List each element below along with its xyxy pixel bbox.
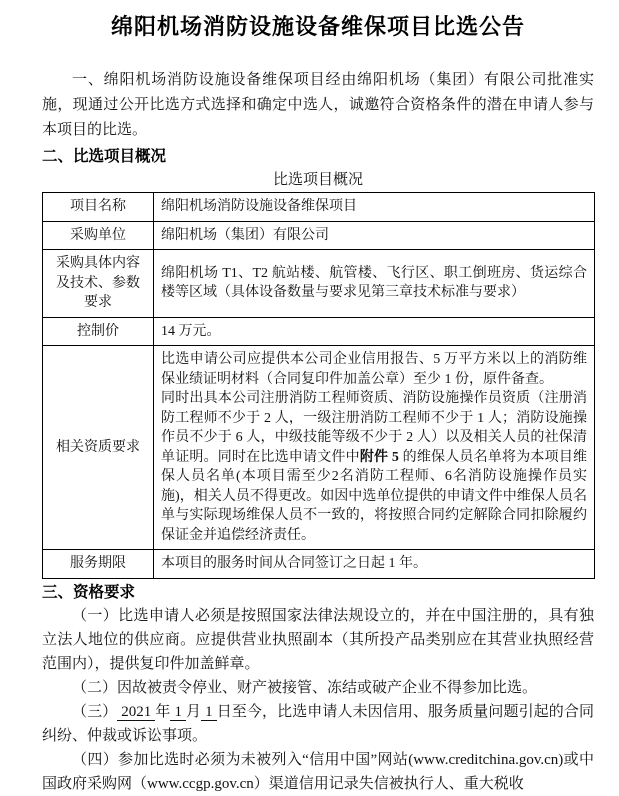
table-row-purchaser — [43, 221, 595, 250]
row-label-scope: 采购具体内容及技术、参数要求 — [43, 250, 154, 318]
table-caption: 比选项目概况 — [272, 172, 363, 188]
document-title: 绵阳机场消防设施设备维保项目比选公告 — [110, 14, 525, 39]
section3-heading: 三、资格要求 — [42, 583, 136, 601]
item3-month-underlined: 1 — [170, 704, 186, 721]
requirement-item-3 — [42, 700, 594, 748]
qualification-text-after-attachment: 的维保人员名单将为本项目维保人员名单(本项目需至少2名消防工程师、6名消防设施操作员实施)，相关人员不得更改。如因中选单位提供的申请文件中维保人员名单与实际现场维保人员不一致的，将按照合同约定解除合同扣除履约保证金并追偿经济责任。 — [161, 449, 588, 543]
row-value-purchaser: 绵阳机场（集团）有限公司 — [154, 221, 595, 250]
row-label-purchaser: 采购单位 — [43, 221, 154, 250]
row-value-service-period: 本项目的服务时间从合同签订之日起 1 年。 — [154, 550, 595, 579]
section3 — [42, 581, 594, 796]
item3-day-underlined: 1 — [201, 704, 217, 721]
qualification-paragraph-2 — [161, 389, 587, 545]
requirement-item-4: （四）参加比选时必须为未被列入“信用中国”网站(www.creditchina.gov.cn)或中国政府采购网（www.ccgp.gov.cn）渠道信用记录失信被执行人、重大税收 — [42, 751, 594, 792]
table-row-qualification — [43, 346, 595, 550]
row-value-control-price: 14 万元。 — [154, 317, 595, 346]
overview-table — [42, 192, 595, 579]
row-value-scope: 绵阳机场 T1、T2 航站楼、航管楼、飞行区、职工倒班房、货运综合楼等区域（具体设备数量与要求见第三章技术标准与要求） — [154, 250, 595, 318]
table-row-project-name — [43, 193, 595, 222]
requirement-item-1: （一）比选申请人必须是按照国家法律法规设立的，并在中国注册的，具有独立法人地位的供应商。应提供营业执照副本（其所投产品类别应在其营业执照经营范围内），提供复印件加盖鲜章。 — [42, 607, 594, 672]
row-value-project-name: 绵阳机场消防设施设备维保项目 — [154, 193, 595, 222]
row-label-project-name: 项目名称 — [43, 193, 154, 222]
intro-paragraph: 一、绵阳机场消防设施设备维保项目经由绵阳机场（集团）有限公司批准实施，现通过公开比选方式选择和确定中选人，诚邀符合资格条件的潜在申请人参与本项目的比选。 — [42, 72, 594, 138]
item3-prefix: （三） — [72, 703, 118, 720]
row-label-service-period: 服务期限 — [43, 550, 154, 579]
row-value-qualification — [154, 346, 595, 550]
item3-year-underlined: 2021 — [117, 704, 155, 721]
item3-rest: 日至今，比选申请人未因信用、服务质量问题引起的合同纠纷、仲裁或诉讼事项。 — [42, 703, 594, 744]
table-row-scope — [43, 250, 595, 318]
table-row-service-period — [43, 550, 595, 579]
qualification-text-before-attachment: 同时出具本公司注册消防工程师资质、消防设施操作员资质（注册消防工程师不少于 2 人，一级注册消防工程师不少于 1 人；消防设施操作员不少于 6 人，中级技能等级不少于 2 人）以及相关人员的社保清单证明。同时在比选申请文件中 — [161, 391, 587, 465]
row-label-qualification: 相关资质要求 — [43, 346, 154, 550]
attachment-5-reference: 附件 5 — [359, 449, 399, 465]
table-row-control-price — [43, 317, 595, 346]
item3-year-unit: 年 — [155, 703, 171, 720]
qualification-paragraph-1: 比选申请公司应提供本公司企业信用报告、5 万平方米以上的消防维保业绩证明材料（合同复印件加盖公章）至少 1 份，原件备查。 — [161, 352, 587, 387]
requirement-item-2: （二）因故被责令停业、财产被接管、冻结或破产企业不得参加比选。 — [72, 679, 538, 696]
item3-month-unit: 月 — [185, 703, 202, 720]
row-label-control-price: 控制价 — [43, 317, 154, 346]
section2-heading: 二、比选项目概况 — [42, 148, 167, 165]
